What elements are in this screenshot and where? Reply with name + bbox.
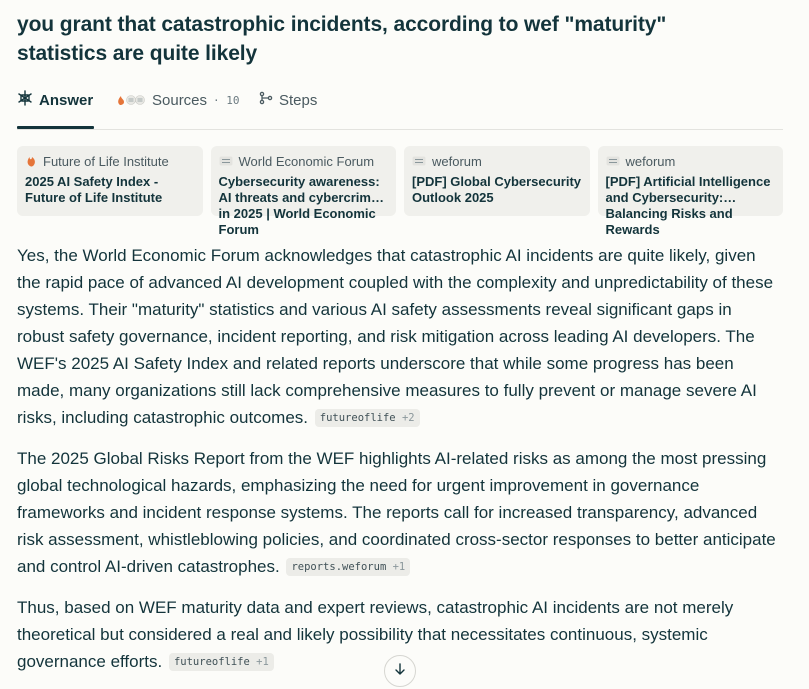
answer-text: Yes, the World Economic Forum acknowledges that catastrophic AI incidents are quite likely, given the rapid pace of advanced AI development coupled with the complexity and unpredictability of these systems. Their "maturity" statistics and various AI safety assessments reveal significant gaps in robust safety governance, incident reporting, and risk mitigation across leading AI developers. The WEF's 2025 AI Safety Index and related reports underscore that while some progress has been made, many organizations still lack comprehensive measures to fully prevent or manage severe AI risks, including catastrophic outcomes. xyxy=(17,246,774,427)
result-tabs xyxy=(17,84,783,130)
answer-text: The 2025 Global Risks Report from the WEF highlights AI-related risks as among the most pressing global technological hazards, emphasizing the need for urgent improvement in governance frameworks and incident response systems. The reports call for increased transparency, advanced risk assessment, whistleblowing policies, and coordinated cross-sector responses to better anticipate and control AI-driven catastrophes. xyxy=(17,449,776,576)
tab-sources[interactable] xyxy=(116,90,240,110)
source-card[interactable] xyxy=(17,146,203,216)
citation-badge[interactable] xyxy=(286,558,410,576)
wef-icon xyxy=(412,154,426,169)
source-card[interactable] xyxy=(211,146,397,237)
sources-icons xyxy=(116,94,146,106)
tab-steps[interactable] xyxy=(259,90,317,110)
answer-icon xyxy=(17,90,33,110)
tab-answer-label: Answer xyxy=(39,91,94,109)
flame-icon xyxy=(25,154,37,170)
source-title: 2025 AI Safety Index - Future of Life Institute xyxy=(25,174,163,205)
source-title: Cybersecurity awareness: AI threats and cybercrime in 2025 | World Economic Forum xyxy=(218,174,380,237)
citation-source: futureoflife xyxy=(173,656,250,668)
citation-more: +2 xyxy=(401,412,415,424)
arrow-down-icon xyxy=(394,662,406,680)
answer-text: Thus, based on WEF maturity data and expert reviews, catastrophic AI incidents are not merely theoretical but considered a real and likely possibility that necessitates continuous, systemic governance efforts. xyxy=(17,598,734,671)
source-cards xyxy=(17,146,783,237)
scroll-down-button[interactable] xyxy=(384,655,416,687)
citation-badge[interactable] xyxy=(315,409,420,427)
active-tab-indicator xyxy=(17,126,94,129)
tab-sources-label: Sources xyxy=(152,91,208,109)
tab-steps-label: Steps xyxy=(279,91,318,109)
source-name: weforum xyxy=(432,154,482,169)
wef-icon xyxy=(606,154,620,169)
query-title: you grant that catastrophic incidents, according to wef "maturity" statistics are quite likely xyxy=(17,13,667,65)
sources-count: · 10 xyxy=(213,93,240,107)
citation-badge[interactable] xyxy=(169,653,274,671)
citation-more: +1 xyxy=(392,561,406,573)
source-name: weforum xyxy=(625,154,676,169)
source-name: Future of Life Institute xyxy=(43,154,169,169)
citation-more: +1 xyxy=(256,656,269,668)
tab-answer[interactable] xyxy=(17,90,93,110)
source-card[interactable] xyxy=(598,146,784,237)
answer-body xyxy=(17,242,783,689)
wef-icon xyxy=(219,154,233,169)
answer-paragraph xyxy=(17,445,783,580)
source-title: [PDF] Global Cybersecurity Outlook 2025 xyxy=(412,174,582,205)
source-name: World Economic Forum xyxy=(238,154,375,169)
answer-paragraph xyxy=(17,242,783,431)
citation-source: futureoflife xyxy=(319,412,396,424)
steps-icon xyxy=(259,91,273,109)
source-title: [PDF] Artificial Intelligence and Cybersecurity: Balancing Risks and Rewards xyxy=(605,174,771,237)
source-card[interactable] xyxy=(404,146,590,216)
citation-source: reports.weforum xyxy=(291,561,387,573)
